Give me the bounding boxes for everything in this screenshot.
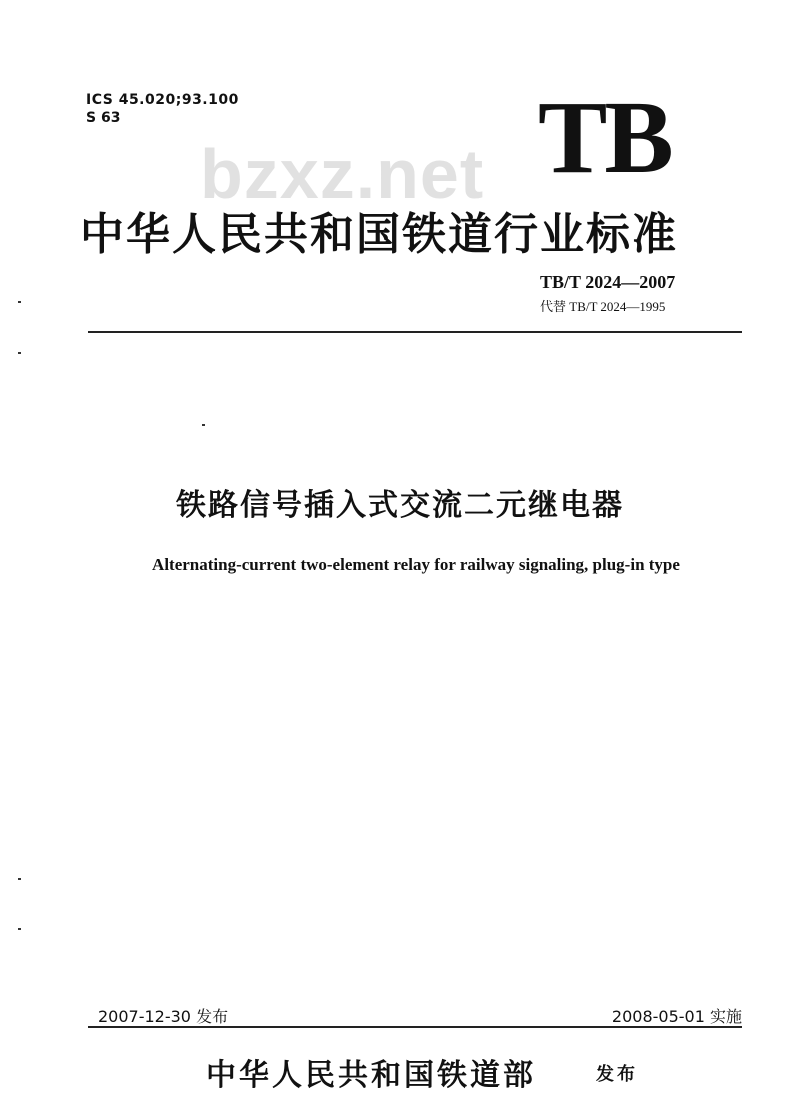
scan-speck [202,424,205,426]
watermark: bzxz.net [200,135,485,213]
tb-logo: TB [538,80,671,195]
replaces-standard: 代替 TB/T 2024—1995 [540,299,666,314]
publisher-suffix: 发布 [596,1064,638,1085]
publisher-name: 中华人民共和国铁道部 [206,1058,536,1093]
scan-speck [18,352,21,354]
ics-code: ICS 45.020;93.100 [86,92,239,108]
ccs-code: S 63 [86,110,121,126]
top-rule [88,331,742,333]
scan-speck [18,878,21,880]
standard-number: TB/T 2024—2007 [540,272,676,292]
document-title-chinese: 铁路信号插入式交流二元继电器 [176,488,624,523]
scan-speck [18,301,21,303]
bottom-rule [88,1026,742,1028]
org-title: 中华人民共和国铁道行业标准 [80,209,678,260]
document-title-english: Alternating-current two-element relay for railway signaling, plug-in type [152,555,680,574]
implementation-date: 2008-05-01 实施 [611,1007,742,1026]
issue-date: 2007-12-30 发布 [98,1007,229,1026]
scan-speck [18,928,21,930]
